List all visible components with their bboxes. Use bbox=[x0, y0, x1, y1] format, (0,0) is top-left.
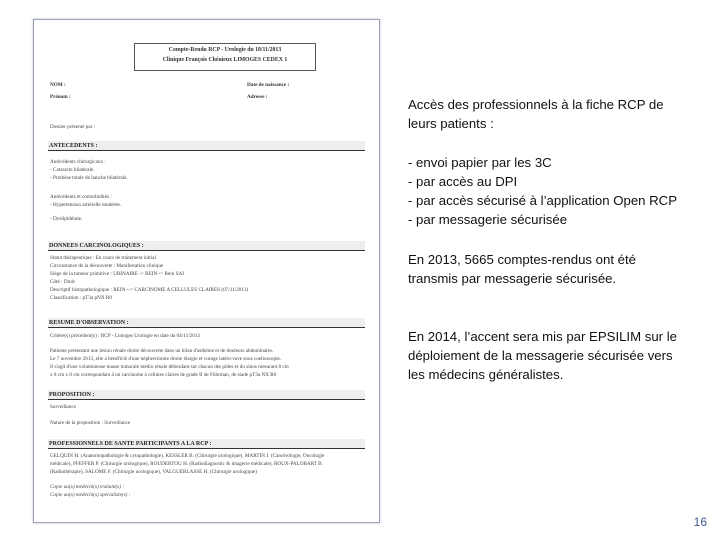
report-header-box bbox=[134, 43, 316, 71]
doc-line: x 8 cm x 8 cm correspondant à un carcinome à cellules claires de grade II de Führman, de stade pT3a NX R0 bbox=[50, 372, 277, 378]
doc-line: Statut thérapeutique : En cours de traitement initial bbox=[50, 255, 156, 261]
text-line: leurs patients : bbox=[408, 116, 494, 131]
section-antecedents: ANTECEDENTS : bbox=[48, 141, 365, 151]
paragraph-2014-plan bbox=[408, 327, 708, 384]
doc-line: Antécédents et comorbidités : bbox=[50, 194, 112, 200]
paragraph-access bbox=[408, 95, 708, 133]
doc-line: Critère(s) précédent(s) : RCP - Limoges Urologie en date du 04/11/2013 bbox=[50, 333, 201, 339]
text-line: En 2013, 5665 comptes-rendus ont été bbox=[408, 252, 637, 267]
doc-line: Il s'agit d'une volumineuse masse tumorale médio rénale débordant sur chacun des pôles et du sinus mesurant 8 cm bbox=[50, 364, 289, 370]
paragraph-2013-stats bbox=[408, 250, 708, 288]
doc-line: Circonstance de la découverte : Manifestation clinique bbox=[50, 263, 164, 269]
text-line: - par accès au DPI bbox=[408, 174, 518, 189]
paragraph-methods bbox=[408, 153, 708, 229]
doc-line: - Prothèse totale de hanche bilatérale. bbox=[50, 175, 128, 181]
doc-line: Copie au(x) médecin(s) spécialiste(s) : bbox=[50, 492, 131, 498]
doc-line: (Radiothérapie), SALOME F. (Chirurgie urologique), VALGUEBLASSE H. (Chirurgie urologique) bbox=[50, 469, 257, 475]
doc-line: - Hypertension artérielle modérée. bbox=[50, 202, 122, 208]
doc-line: Copie au(x) médecin(s) traitant(s) : bbox=[50, 484, 125, 490]
nom-label: NOM : bbox=[50, 82, 66, 88]
address-label: Adresse : bbox=[247, 94, 268, 100]
text-line: - par accès sécurisé à l’application Open RCP bbox=[408, 193, 678, 208]
doc-line: Descriptif histopathologique : REIN --> CARCINOME A CELLULES CLAIRES (07/11/2013) bbox=[50, 287, 249, 293]
doc-line: GELQUIN H. (Anatomopathologie & cytopathologie), KESSLER B. (Chirurgie urologique), MARTIN J. (Cancérologie, Oncologie bbox=[50, 453, 325, 459]
doc-line: Le 7 novembre 2013, elle a bénéficié d'une néphrectomie droite élargie et curage latéro-cave sous coelioscopie. bbox=[50, 356, 282, 362]
doc-line: Antécédents chirurgicaux : bbox=[50, 159, 106, 165]
report-title: Compte-Rendu RCP - Urologie du 18/11/2013 bbox=[168, 47, 282, 53]
doc-line: médicale), PFEFFER P. (Chirurgie urologique), ROUDERTOU H. (Radiodiagnostic & imagerie médicale), ROUX-PALOBART B. bbox=[50, 461, 323, 467]
text-line: Accès des professionnels à la fiche RCP de bbox=[408, 97, 664, 112]
doc-line: Patiente présentant une lésion rénale droite découverte dans un bilan d'asthénie et de douleurs abdominales. bbox=[50, 348, 274, 354]
section-professionnels: PROFESSIONNELS DE SANTE PARTICIPANTS A LA RCP : bbox=[48, 439, 365, 449]
text-line: transmis par messagerie sécurisée. bbox=[408, 271, 617, 286]
section-resume: RESUME D'OBSERVATION : bbox=[48, 318, 365, 328]
doc-line: Siège de la tumeur primitive : URINAIRE -> REIN -> Rein SAI bbox=[50, 271, 184, 277]
text-line: déploiement de la messagerie sécurisée vers bbox=[408, 348, 673, 363]
section-carcino: DONNEES CARCINOLOGIQUES : bbox=[48, 241, 365, 251]
page-number: 16 bbox=[693, 515, 707, 529]
doc-line: Nature de la proposition : Surveillance bbox=[50, 420, 131, 426]
text-line: - par messagerie sécurisée bbox=[408, 212, 568, 227]
text-line: - envoi papier par les 3C bbox=[408, 155, 552, 170]
doc-line: Classification : pT3a pNX R0 bbox=[50, 295, 112, 301]
doc-line: - Cataracte bilatérale. bbox=[50, 167, 95, 173]
doc-line: Surveillance bbox=[50, 404, 76, 410]
rcp-report-scan bbox=[33, 19, 380, 523]
report-clinic: Clinique François Chénieux LIMOGES CEDEX 1 bbox=[162, 57, 288, 63]
text-line: En 2014, l’accent sera mis par EPSILIM sur le bbox=[408, 329, 677, 344]
doc-line: Côté : Droit bbox=[50, 279, 75, 285]
section-proposition: PROPOSITION : bbox=[48, 390, 365, 400]
presented-by: Dossier présenté par : bbox=[50, 124, 96, 130]
text-line: les médecins généralistes. bbox=[408, 367, 564, 382]
doc-line: - Dyslipidémie. bbox=[50, 216, 83, 222]
prenom-label: Prénom : bbox=[50, 94, 71, 100]
birthdate-label: Date de naissance : bbox=[247, 82, 290, 88]
